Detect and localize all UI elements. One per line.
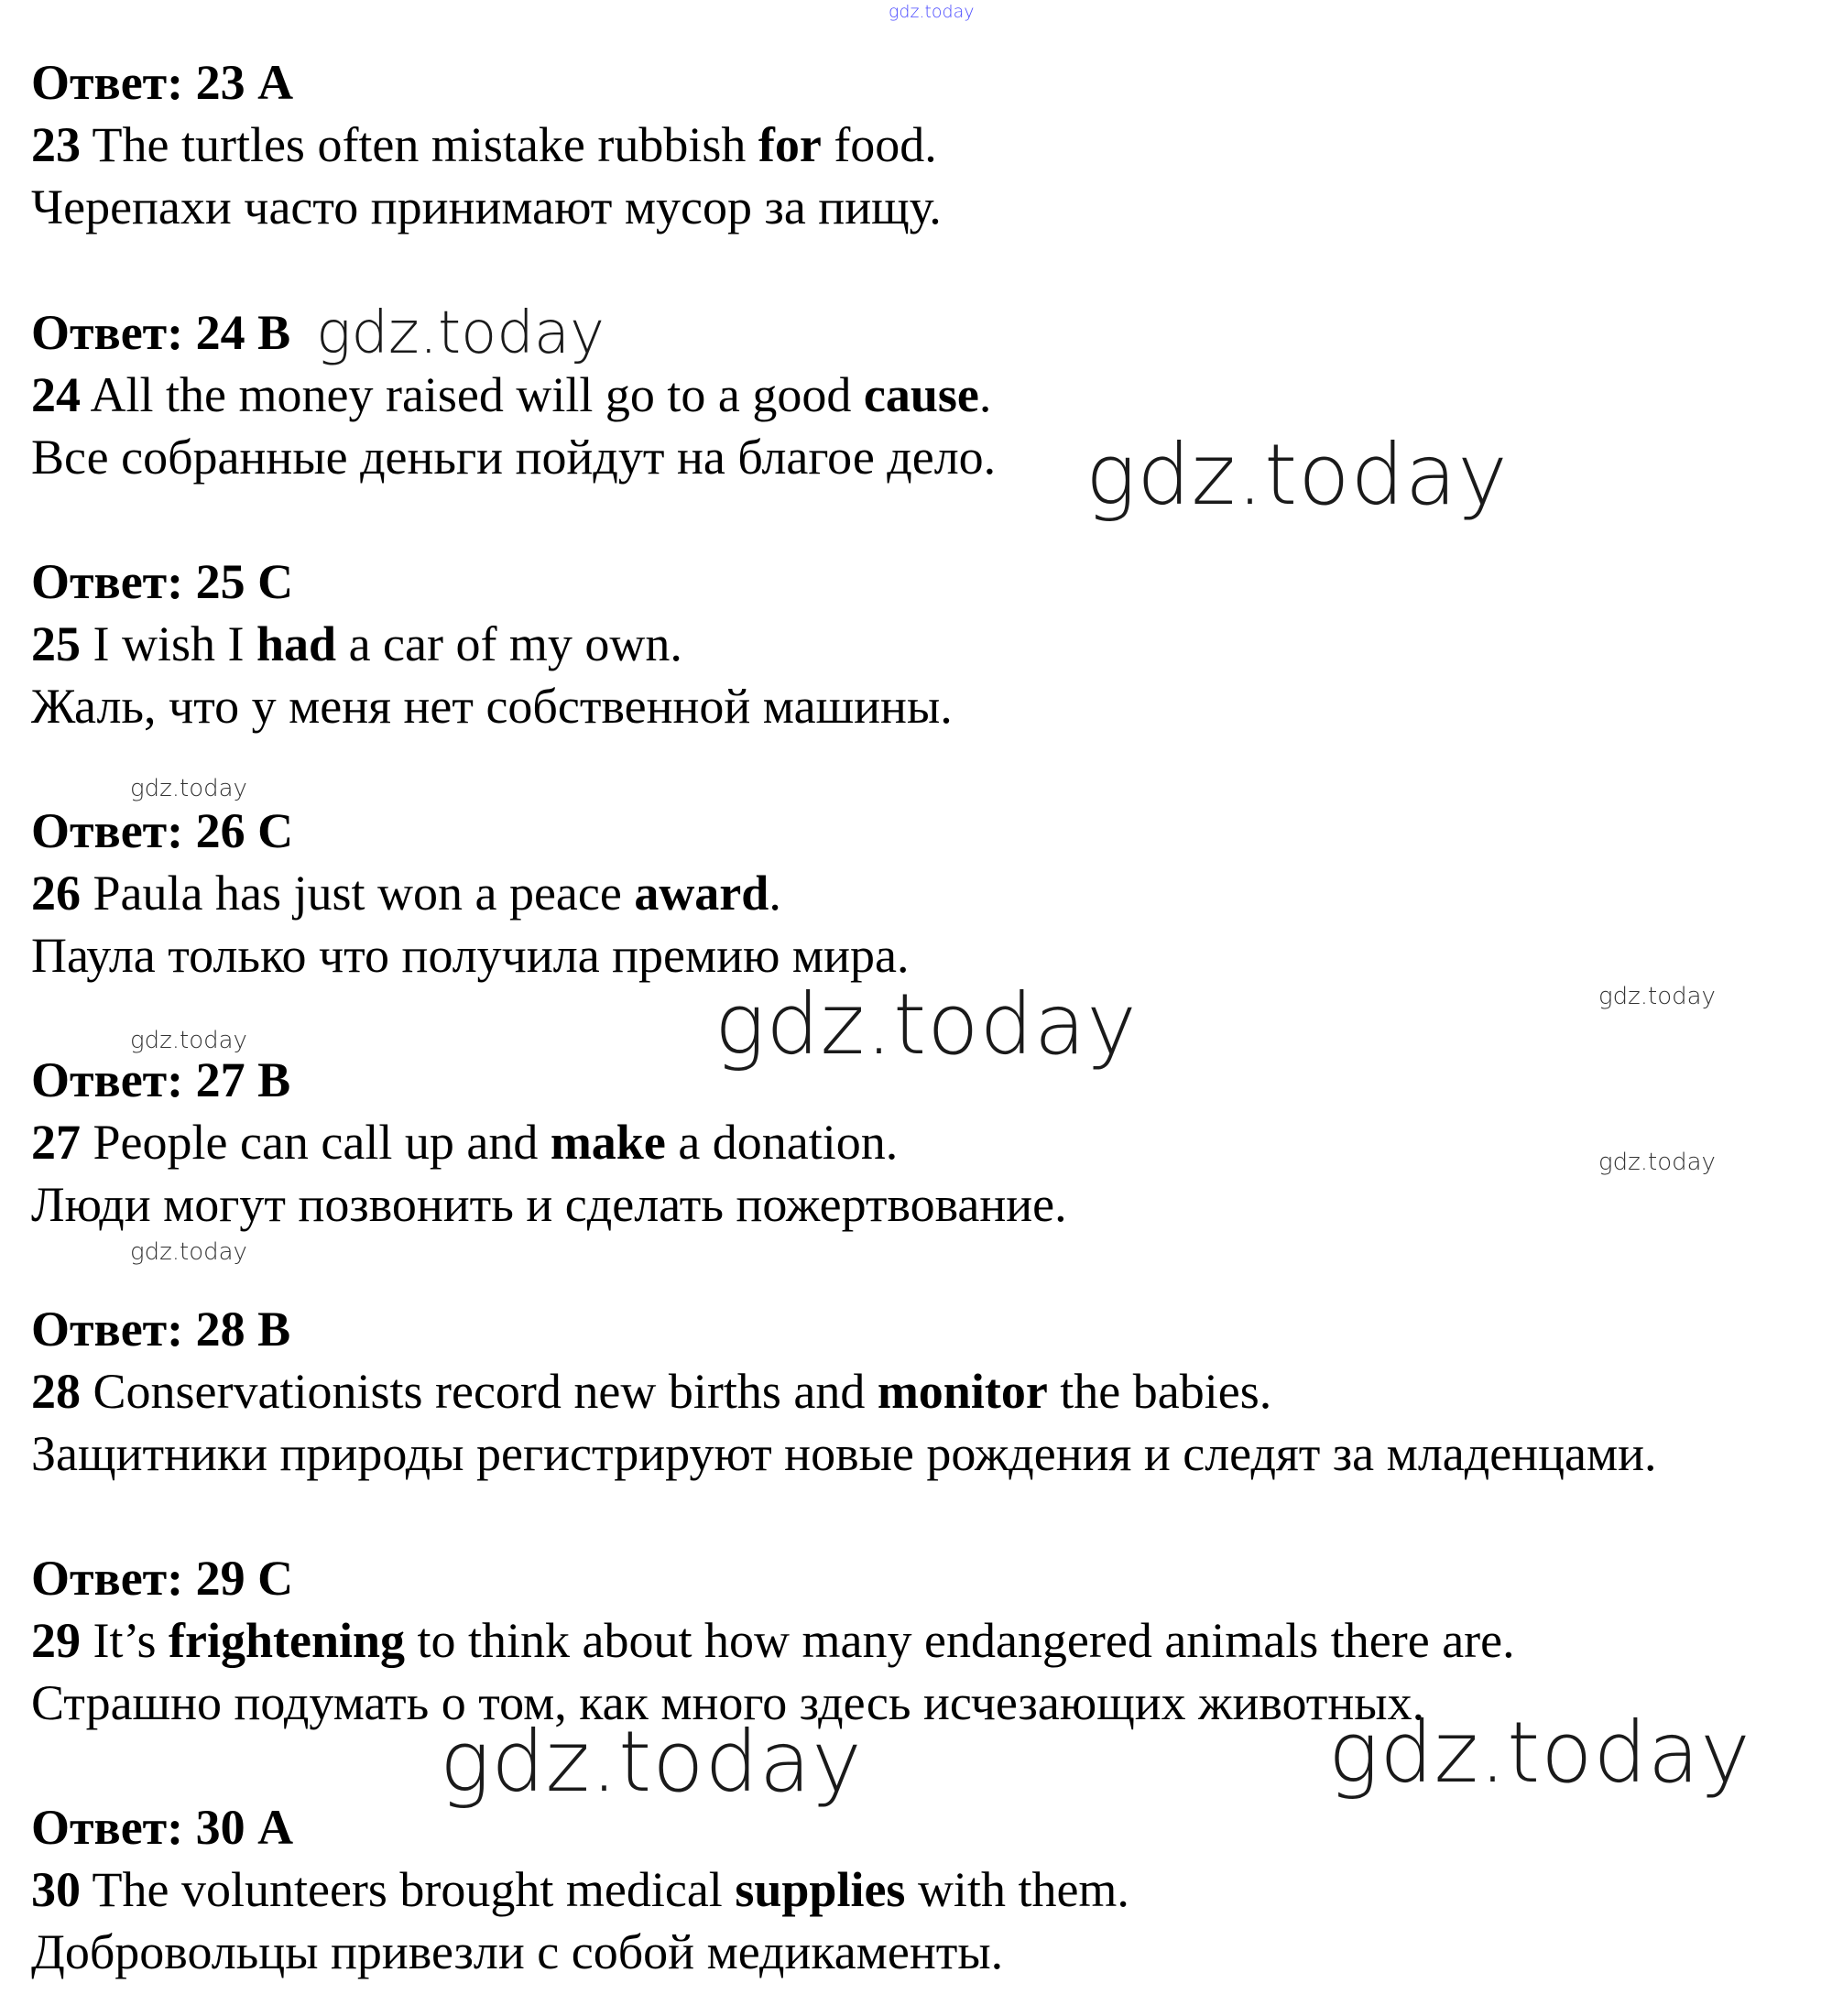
english-sentence: 25 I wish I had a car of my own. [31, 616, 682, 671]
keyword: for [758, 117, 822, 172]
russian-translation: Люди могут позвонить и сделать пожертвование. [31, 1177, 1067, 1232]
item-number: 24 [31, 367, 81, 422]
answer-heading: Ответ: 29 С [31, 1551, 294, 1606]
answer-block-26 [31, 800, 1817, 986]
russian-translation: Добровольцы привезли с собой медикаменты. [31, 1924, 1004, 1979]
watermark: gdz.today [1328, 1704, 1751, 1802]
answer-heading: Ответ: 27 В [31, 1052, 291, 1107]
watermark: gdz.today [1598, 1149, 1716, 1176]
english-sentence: 26 Paula has just won a peace award. [31, 866, 781, 921]
english-sentence: 24 All the money raised will go to a good cause. [31, 367, 992, 422]
item-number: 30 [31, 1862, 81, 1917]
keyword: frightening [169, 1613, 406, 1668]
answer-heading: Ответ: 24 В [31, 305, 291, 360]
header-watermark: gdz.today [889, 2, 975, 22]
watermark: gdz.today [130, 775, 247, 802]
item-number: 27 [31, 1115, 81, 1170]
russian-translation: Паула только что получила премию мира. [31, 928, 910, 983]
english-sentence: 28 Conservationists record new births and monitor the babies. [31, 1364, 1272, 1419]
english-sentence: 29 It’s frightening to think about how many endangered animals there are. [31, 1613, 1515, 1668]
answer-heading: Ответ: 23 А [31, 55, 294, 110]
watermark: gdz.today [316, 300, 605, 367]
watermark: gdz.today [714, 975, 1138, 1073]
answer-block-24 [31, 301, 1817, 488]
keyword: award [634, 866, 769, 921]
english-sentence: 30 The volunteers brought medical supplies with them. [31, 1862, 1129, 1917]
keyword: had [256, 616, 337, 671]
watermark: gdz.today [130, 1238, 247, 1266]
watermark: gdz.today [440, 1713, 863, 1811]
keyword: monitor [877, 1364, 1048, 1419]
answer-block-25 [31, 550, 1817, 737]
russian-translation: Черепахи часто принимают мусор за пищу. [31, 180, 942, 234]
answer-block-27 [31, 1049, 1817, 1236]
russian-translation: Страшно подумать о том, как много здесь исчезающих животных. [31, 1675, 1425, 1730]
item-number: 23 [31, 117, 81, 172]
keyword: make [550, 1115, 666, 1170]
answer-heading: Ответ: 30 А [31, 1800, 294, 1855]
russian-translation: Жаль, что у меня нет собственной машины. [31, 679, 953, 734]
answer-heading: Ответ: 26 С [31, 803, 294, 858]
answer-block-30 [31, 1796, 1817, 1983]
item-number: 28 [31, 1364, 81, 1419]
item-number: 29 [31, 1613, 81, 1668]
english-sentence: 23 The turtles often mistake rubbish for food. [31, 117, 937, 172]
keyword: cause [863, 367, 979, 422]
watermark: gdz.today [1598, 983, 1716, 1010]
english-sentence: 27 People can call up and make a donation. [31, 1115, 899, 1170]
answer-heading: Ответ: 25 С [31, 554, 294, 609]
russian-translation: Защитники природы регистрируют новые рождения и следят за младенцами. [31, 1426, 1657, 1481]
answer-heading: Ответ: 28 В [31, 1302, 291, 1357]
answer-block-28 [31, 1298, 1817, 1485]
item-number: 26 [31, 866, 81, 921]
watermark: gdz.today [1085, 426, 1509, 524]
watermark: gdz.today [130, 1027, 247, 1054]
keyword: supplies [735, 1862, 906, 1917]
answer-block-23 [31, 51, 1817, 238]
russian-translation: Все собранные деньги пойдут на благое дело. [31, 430, 997, 485]
item-number: 25 [31, 616, 81, 671]
